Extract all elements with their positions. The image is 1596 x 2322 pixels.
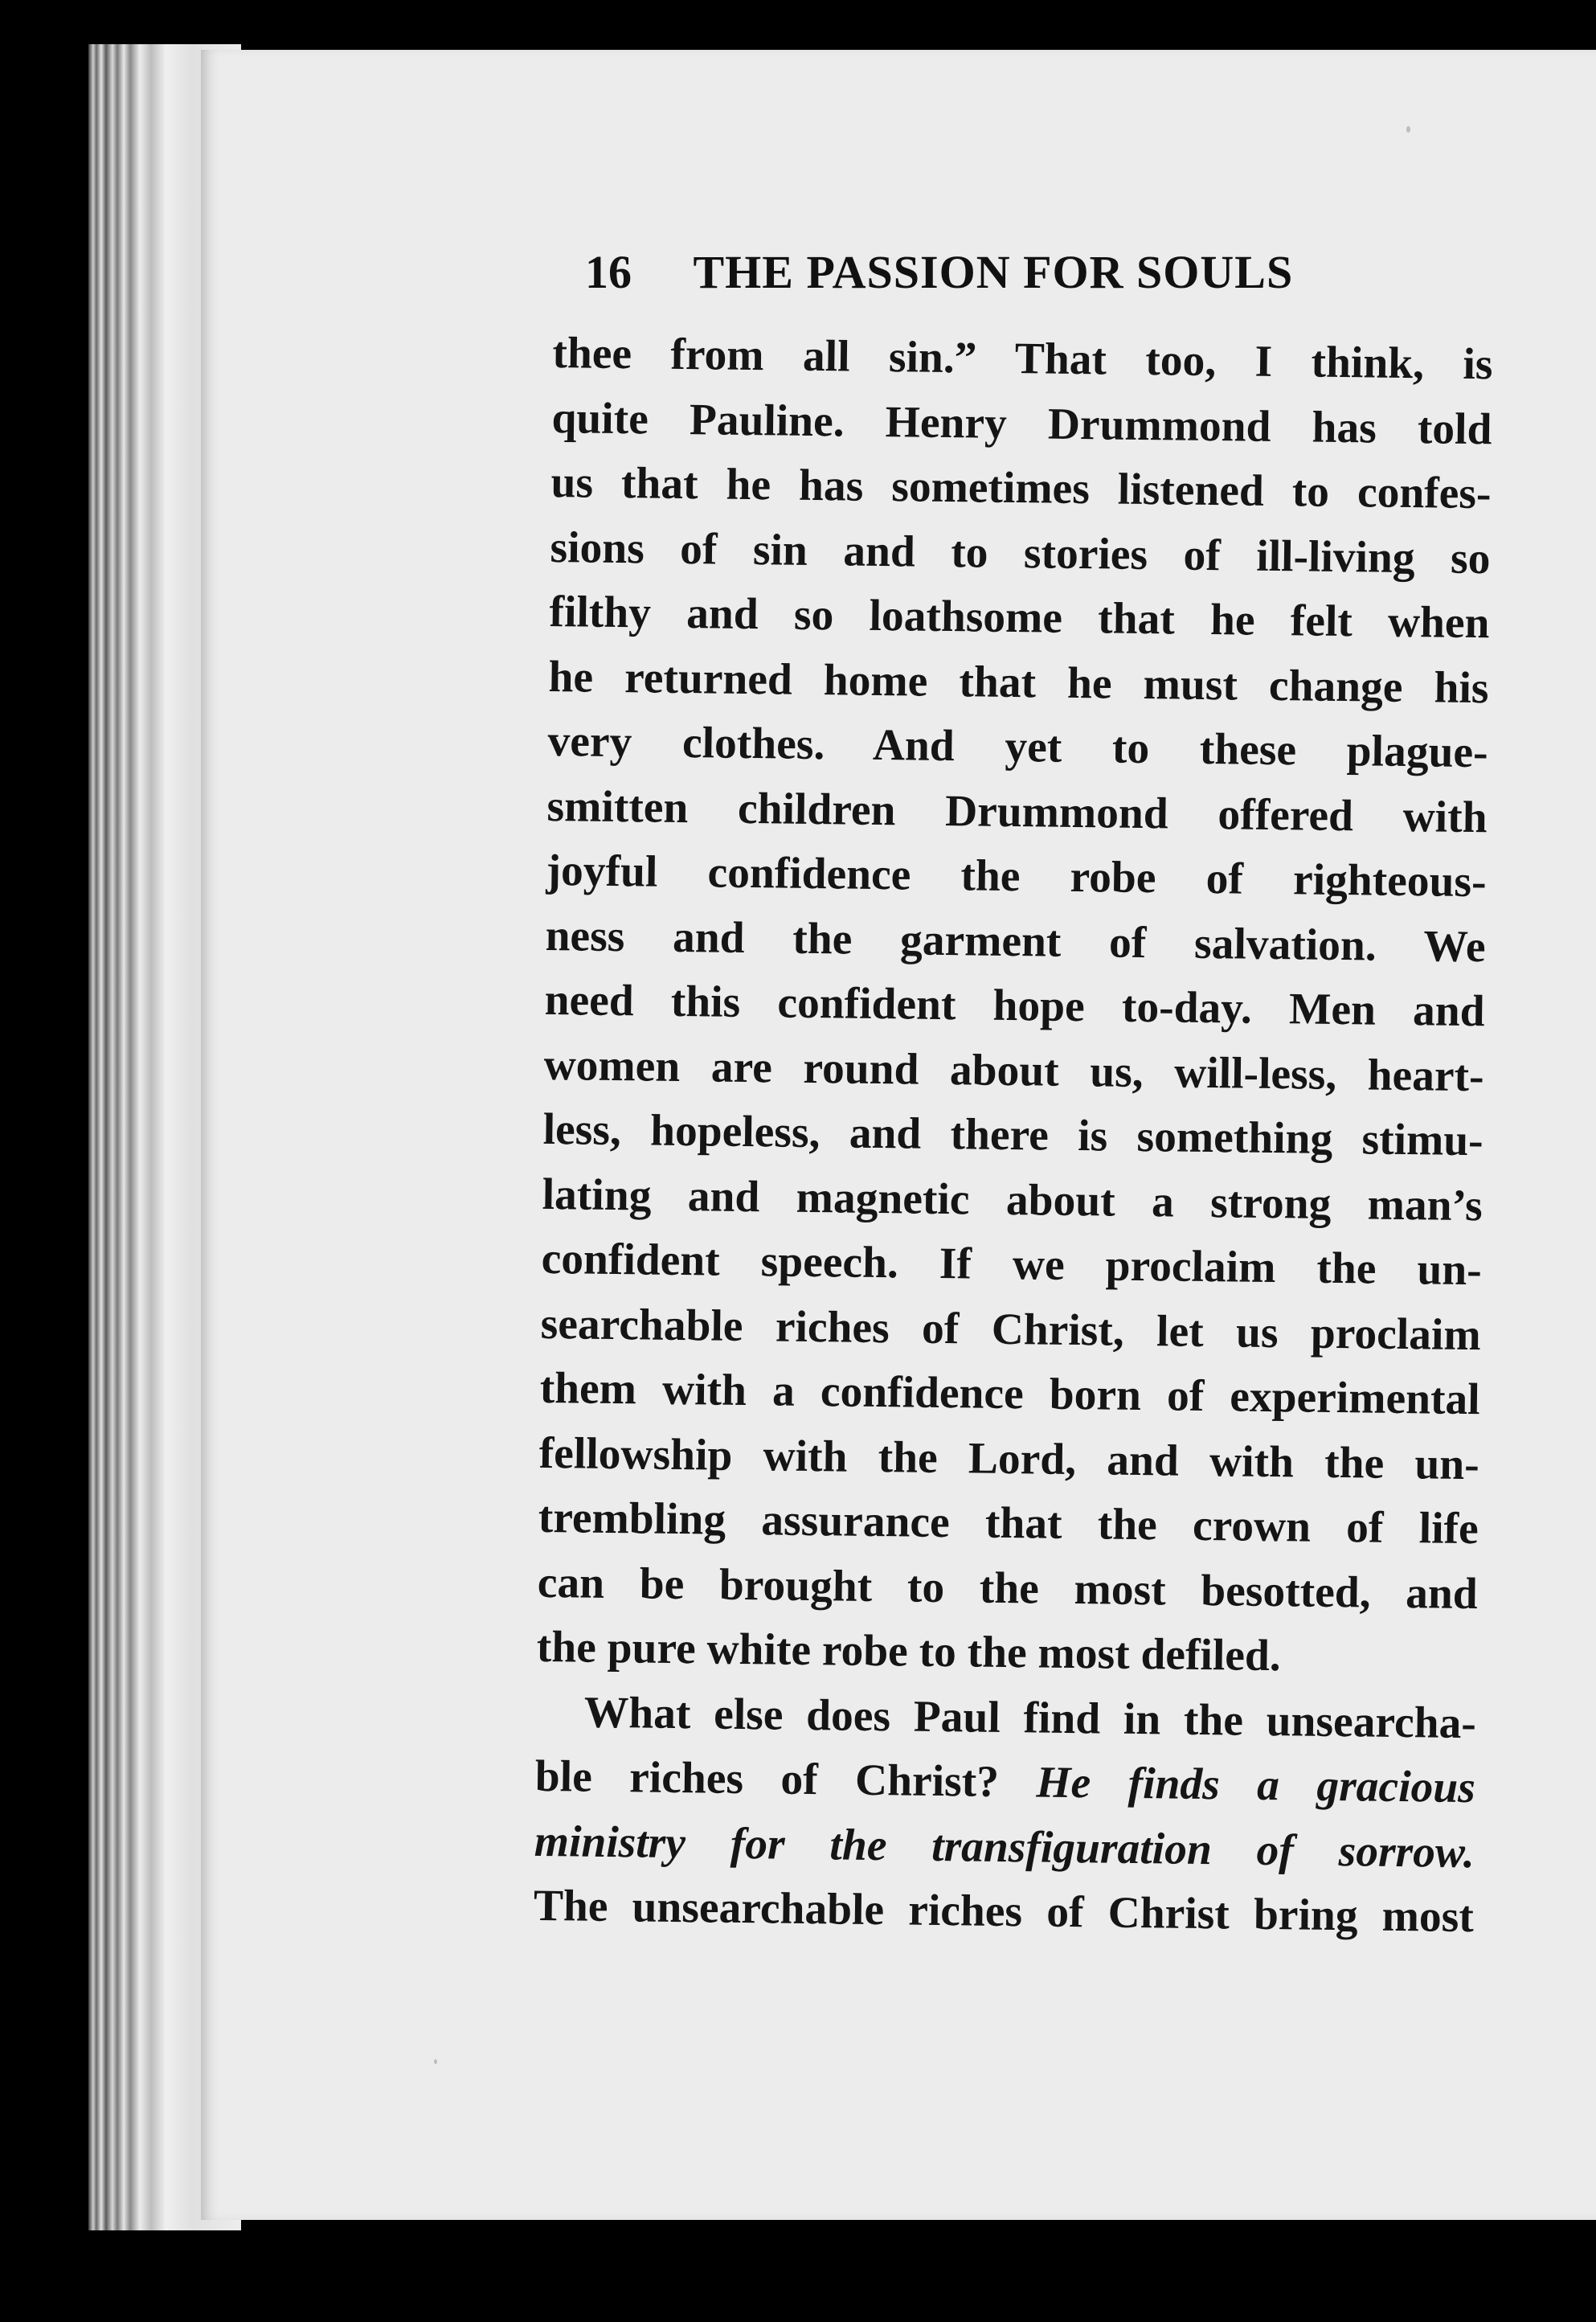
text-line: thee from all sin.” That too, I think, is <box>552 328 1493 390</box>
text-line: joyful confidence the robe of righteous- <box>546 846 1487 907</box>
text-line: trembling assurance that the crown of life <box>538 1493 1479 1554</box>
text-line: very clothes. And yet to these plague- <box>547 716 1488 778</box>
text-line: The unsearchable riches of Christ bring most <box>533 1881 1475 1943</box>
text-line: less, hopeless, and there is something stimu- <box>542 1104 1484 1166</box>
text-line: ministry for the transfiguration of sorrow. <box>534 1816 1475 1878</box>
text-line: fellowship with the Lord, and with the un- <box>538 1428 1480 1489</box>
text-line: smitten children Drummond offered with <box>546 781 1488 842</box>
text-line: quite Pauline. Henry Drummond has told <box>551 393 1492 454</box>
text-line: searchable riches of Christ, let us proclaim <box>540 1299 1482 1360</box>
body-text <box>533 321 1492 1951</box>
text-line: sions of sin and to stories of ill-living so <box>550 522 1491 584</box>
running-head: THE PASSION FOR SOULS <box>693 246 1294 298</box>
text-line: filthy and so loathsome that he felt when <box>549 587 1490 649</box>
text-line: us that he has sometimes listened to confes- <box>550 457 1492 519</box>
text-line: need this confident hope to-day. Men and <box>544 975 1485 1037</box>
text-line: confident speech. If we proclaim the un- <box>541 1234 1483 1296</box>
text-line: women are round about us, will-less, heart- <box>543 1040 1484 1101</box>
paper-speck <box>434 2059 437 2064</box>
text-line: lating and magnetic about a strong man’s <box>542 1169 1483 1231</box>
text-line: What else does Paul find in the unsearcha- <box>583 1688 1477 1748</box>
text-line: the pure white robe to the most defiled. <box>536 1622 1282 1681</box>
text-line: he returned home that he must change his <box>548 652 1489 713</box>
text-line: can be brought to the most besotted, and <box>537 1558 1479 1619</box>
text-line: ness and the garment of salvation. We <box>545 911 1486 972</box>
text-line <box>534 1745 1475 1821</box>
page-number: 16 <box>585 246 632 298</box>
page-header <box>585 245 1389 317</box>
text-run: ble riches of Christ? <box>534 1751 1000 1807</box>
text-line: them with a confidence born of experimental <box>539 1363 1481 1425</box>
italic-text-run: He finds a gracious <box>1036 1758 1476 1813</box>
paper-speck <box>1406 126 1410 133</box>
